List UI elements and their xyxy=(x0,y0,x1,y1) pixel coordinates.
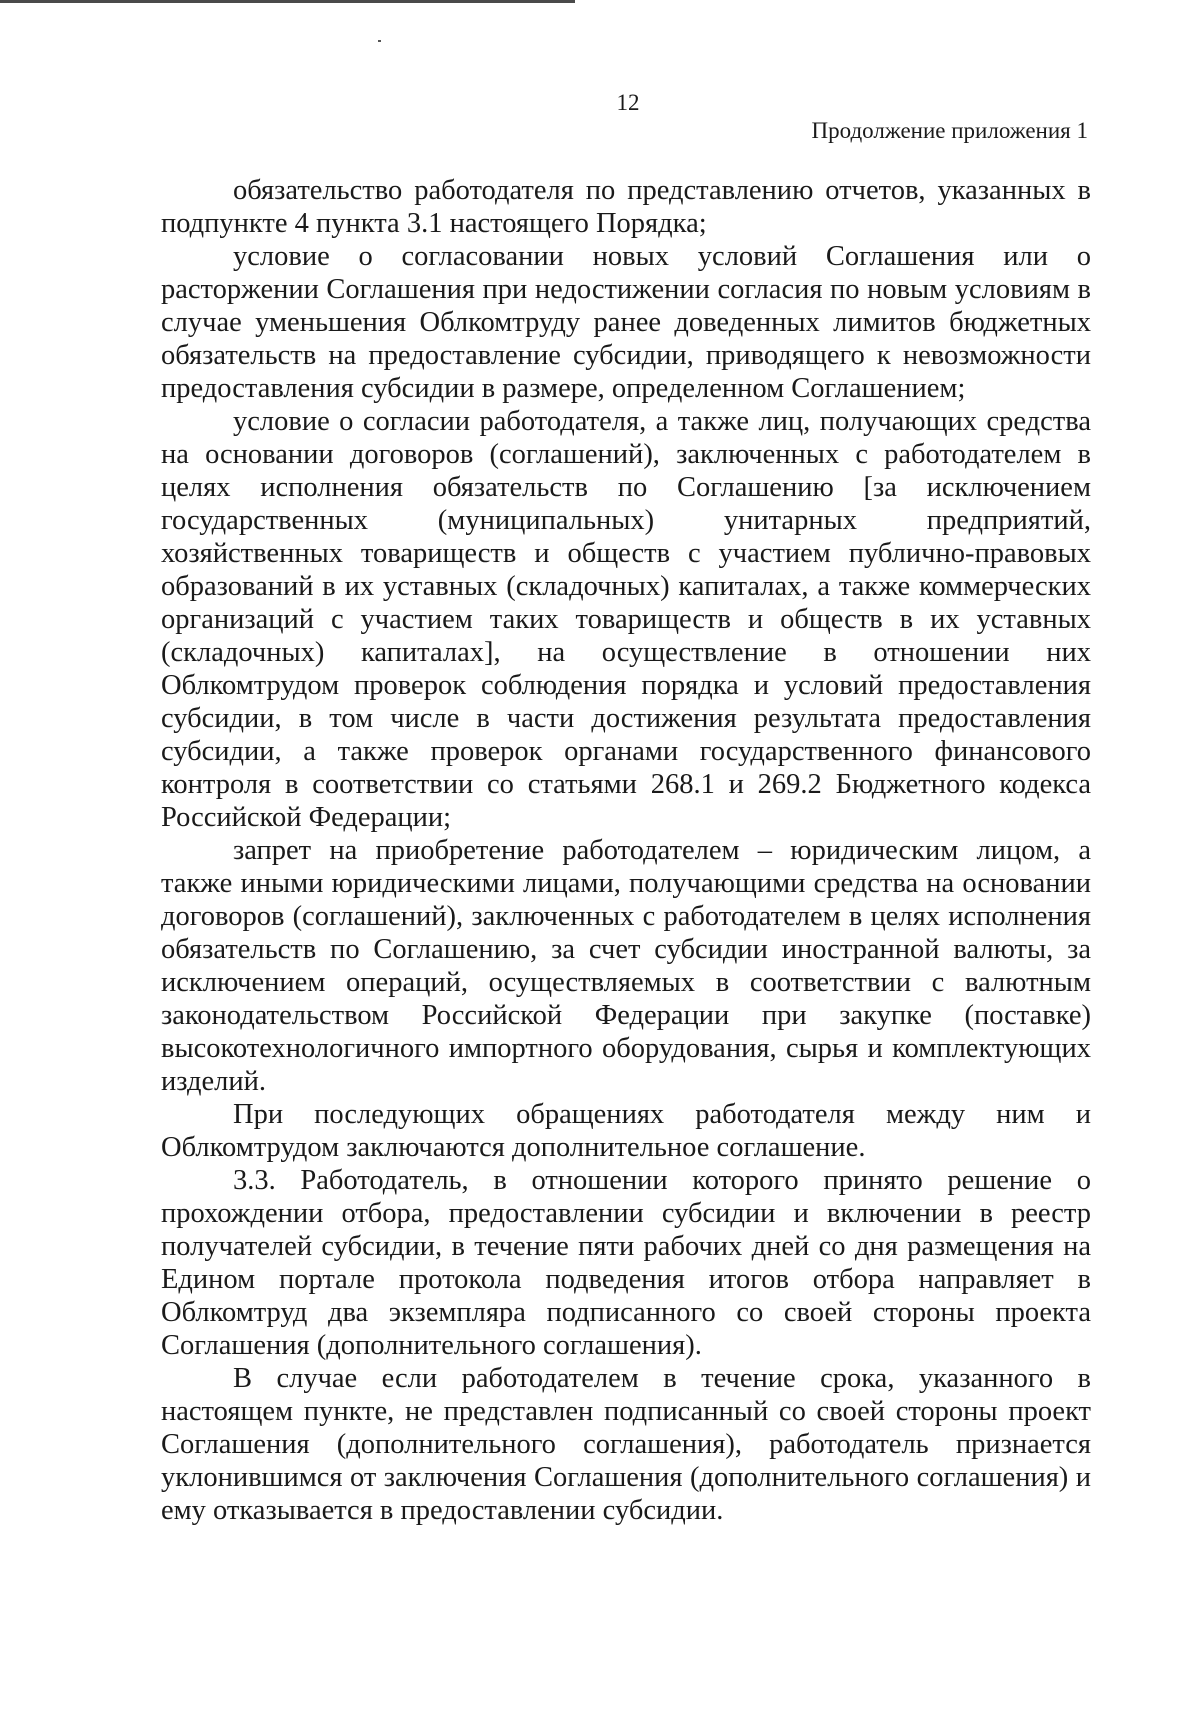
scan-speck xyxy=(378,40,381,42)
paragraph-new-conditions: условие о согласовании новых условий Соглашения или о расторжении Соглашения при недостижении согласия по новым условиям в случае уменьшения Облкомтруду ранее доведенных лимитов бюджетных обязательств на предоставление субсидии, приводящего к невозможности предоставления субсидии в размере, определенном Соглашением; xyxy=(161,241,1091,404)
paragraph-consent-to-audits: условие о согласии работодателя, а также лиц, получающих средства на основании договоров (соглашений), заключенных с работодателем в целях исполнения обязательств по Соглашению [за исключением государственных (муниципальных) унитарных предприятий, хозяйственных товариществ и обществ с участием публично-правовых образований в их уставных (складочных) капиталах, а также коммерческих организаций с участием таких товариществ и обществ в их уставных (складочных) капиталах], на осуществление в отношении них Облкомтрудом проверок соблюдения порядка и условий предоставления субсидии, в том числе в части достижения результата предоставления субсидии, а также проверок органами государственного финансового контроля в соответствии со статьями 268.1 и 269.2 Бюджетного кодекса Российской Федерации; xyxy=(161,406,1091,833)
paragraph-evasion: В случае если работодателем в течение срока, указанного в настоящем пункте, не представлен подписанный со своей стороны проект Соглашения (дополнительного соглашения), работодатель признается уклонившимся от заключения Соглашения (дополнительного соглашения) и ему отказывается в предоставлении субсидии. xyxy=(161,1363,1091,1526)
paragraph-report-obligation: обязательство работодателя по представлению отчетов, указанных в подпункте 4 пункта 3.1 настоящего Порядка; xyxy=(161,175,1091,239)
paragraph-section-3-3: 3.3. Работодатель, в отношении которого принято решение о прохождении отбора, предоставлении субсидии и включении в реестр получателей субсидии, в течение пяти рабочих дней со дня размещения на Едином портале протокола подведения итогов отбора направляет в Облкомтруд два экземпляра подписанного со своей стороны проекта Соглашения (дополнительного соглашения). xyxy=(161,1165,1091,1361)
appendix-continuation-label: Продолжение приложения 1 xyxy=(811,118,1088,143)
page-number: 12 xyxy=(616,90,640,115)
document-body xyxy=(161,174,1091,1527)
paragraph-subsequent-requests: При последующих обращениях работодателя между ним и Облкомтрудом заключаются дополнительное соглашение. xyxy=(161,1099,1091,1163)
scan-edge-line xyxy=(0,0,575,3)
paragraph-currency-ban: запрет на приобретение работодателем – юридическим лицом, а также иными юридическими лицами, получающими средства на основании договоров (соглашений), заключенных с работодателем в целях исполнения обязательств по Соглашению, за счет субсидии иностранной валюты, за исключением операций, осуществляемых в соответствии с валютным законодательством Российской Федерации при закупке (поставке) высокотехнологичного импортного оборудования, сырья и комплектующих изделий. xyxy=(161,835,1091,1097)
